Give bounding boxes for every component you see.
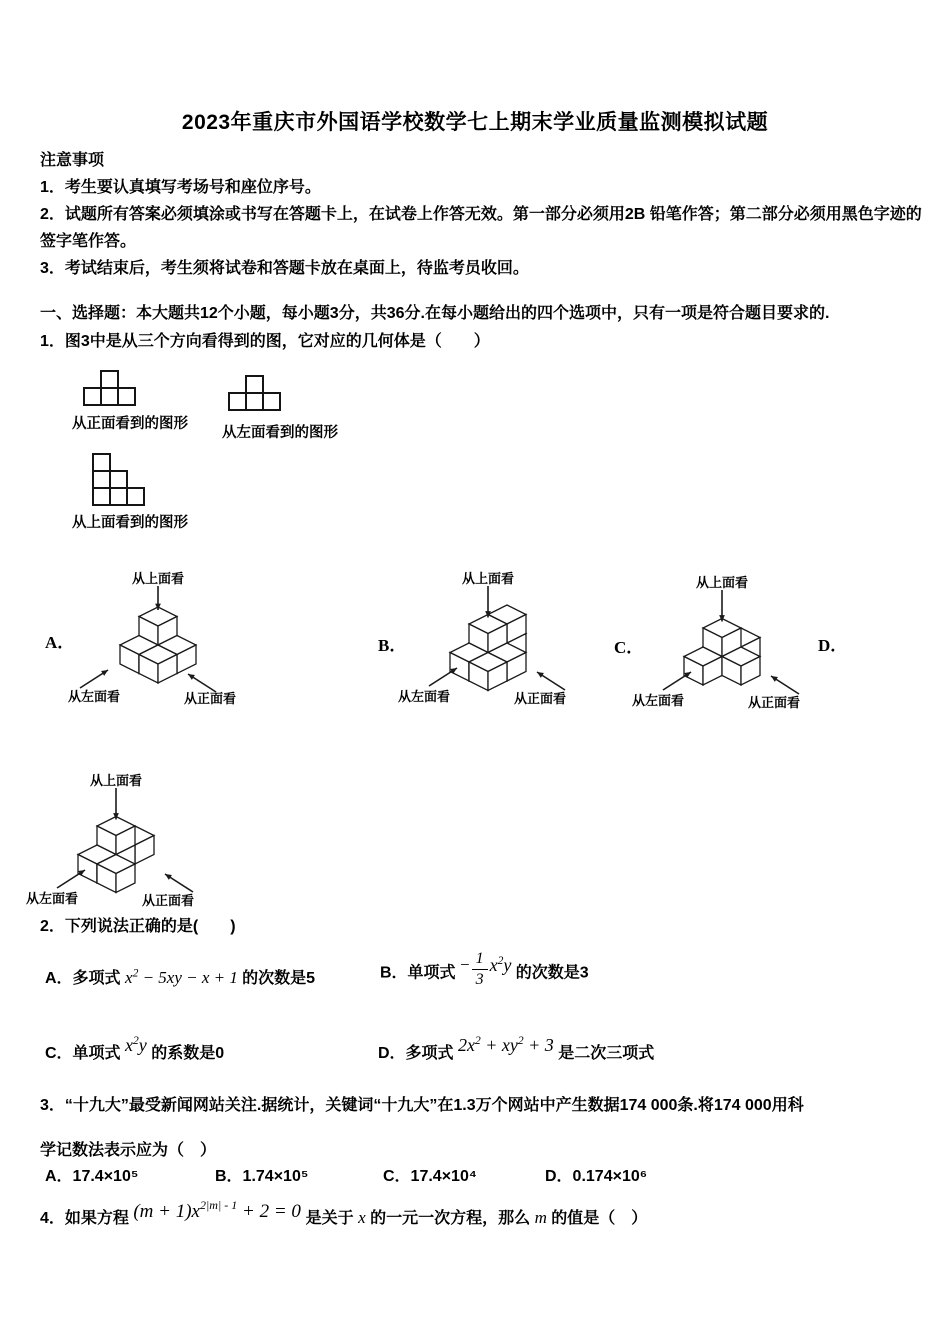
view-from-top-label: 从上面看 — [695, 575, 748, 590]
view-from-left-label: 从左面看 — [398, 689, 451, 704]
q3-option-b: B．1.74×10⁵ — [215, 1168, 309, 1185]
page-title: 2023年重庆市外国语学校数学七上期末学业质量监测模拟试题 — [181, 111, 769, 134]
top-view-figure — [40, 453, 220, 535]
view-from-front-label: 从正面看 — [514, 691, 567, 706]
cube-figure-c — [632, 572, 822, 708]
q3-text-line1: 3．“十九大”最受新闻网站关注.据统计，关键词“十九大”在1.3万个网站中产生数据174 000条.将174 000用科 — [40, 1097, 804, 1114]
view-cell — [126, 487, 145, 506]
notice-item-3: 3．考试结束后，考生须将试卷和答题卡放在桌面上，待监考员收回。 — [40, 260, 529, 277]
q3-option-d: D．0.174×10⁶ — [545, 1168, 648, 1185]
view-from-front-label: 从正面看 — [748, 695, 801, 710]
left-view-label: 从左面看到的图形 — [222, 425, 338, 441]
q3-option-a: A．17.4×10⁵ — [45, 1168, 139, 1185]
q2-text: 2．下列说法正确的是( ) — [40, 918, 236, 935]
view-from-front-label: 从正面看 — [184, 691, 237, 706]
q2-option-d: D．多项式 $2x^2 + xy^2 + 3$ 是二次三项式 — [378, 1035, 655, 1062]
section-one-heading: 一、选择题：本大题共12个小题，每小题3分，共36分.在每小题给出的四个选项中，只有一项是符合题目要求的. — [40, 305, 830, 322]
top-view-label: 从上面看到的图形 — [72, 515, 188, 531]
view-cell — [262, 392, 281, 411]
q2-option-b: B．单项式 − $\frac{1}{3}$ $x^2y$ 的次数是3 — [380, 950, 589, 988]
view-from-left-label: 从左面看 — [26, 891, 79, 906]
q2-option-c: C．单项式 $x^2y$ 的系数是0 — [45, 1035, 225, 1062]
view-from-left-label: 从左面看 — [68, 689, 121, 704]
view-cell — [117, 387, 136, 406]
view-from-top-label: 从上面看 — [461, 571, 514, 586]
cube-figure-a — [68, 568, 258, 704]
q3-text-line2: 学记数法表示应为（ ） — [40, 1142, 217, 1159]
q1-option-letter-a: A． — [45, 633, 75, 652]
front-view-label: 从正面看到的图形 — [72, 416, 188, 432]
left-view-figure — [195, 375, 365, 439]
cube-figure-b — [398, 568, 588, 704]
q1-option-letter-d: D． — [818, 636, 848, 655]
q1-option-letter-c: C． — [614, 638, 644, 657]
q1-text: 1．图3中是从三个方向看得到的图，它对应的几何体是（ ） — [40, 333, 490, 350]
view-from-top-label: 从上面看 — [131, 571, 184, 586]
view-from-top-label: 从上面看 — [89, 773, 142, 788]
q2-option-a: A．多项式 $x^2 - 5xy - x + 1$ 的次数是5 — [45, 967, 316, 987]
notice-item-2: 2．试题所有答案必须填涂或书写在答题卡上，在试卷上作答无效。第一部分必须用2B 铅笔作答；第二部分必须用黑色字迹的签字笔作答。 — [40, 206, 922, 250]
front-view-figure — [45, 370, 215, 434]
view-from-left-label: 从左面看 — [632, 693, 685, 708]
view-from-front-label: 从正面看 — [142, 893, 195, 908]
cube-figure-d — [26, 770, 216, 906]
notice-heading: 注意事项 — [40, 152, 105, 169]
q1-option-letter-b: B． — [378, 636, 407, 655]
q3-option-c: C．17.4×10⁴ — [383, 1168, 477, 1185]
q4-text: 4．如果方程 $(m + 1)x^{2|m| - 1} + 2 = 0$ 是关于 x 的一元一次方程，那么 m 的值是（ ） — [40, 1198, 648, 1227]
fraction: $\frac{1}{3}$ — [472, 951, 488, 988]
notice-item-1: 1．考生要认真填写考场号和座位序号。 — [40, 179, 321, 196]
